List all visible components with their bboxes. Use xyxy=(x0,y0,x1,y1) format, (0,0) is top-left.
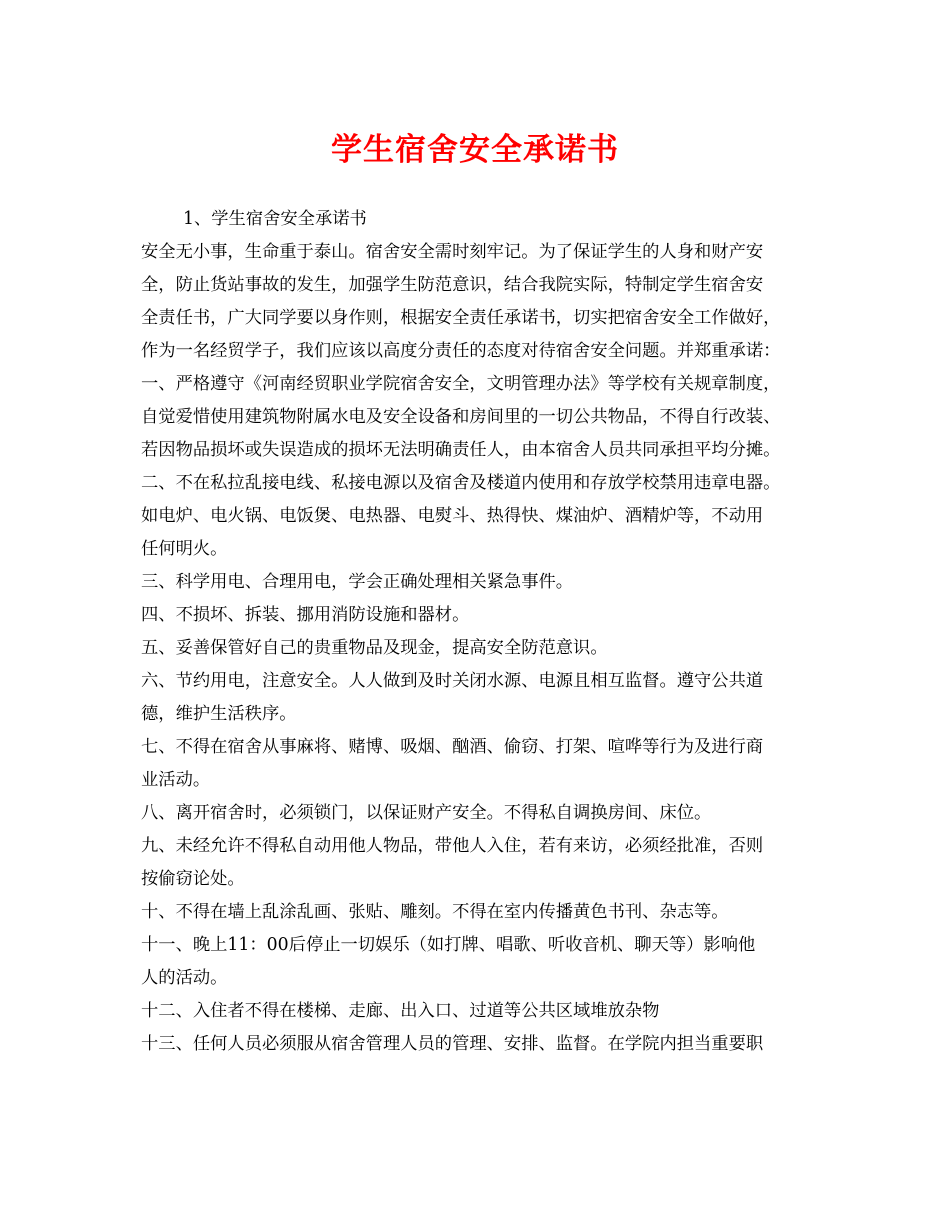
text-line: 十、不得在墙上乱涂乱画、张贴、雕刻。不得在室内传播黄色书刊、杂志等。 xyxy=(141,902,729,922)
document-body xyxy=(141,203,831,1061)
section-heading: 1、学生宿舍安全承诺书 xyxy=(183,209,367,229)
text-line: 若因物品损坏或失误造成的损坏无法明确责任人，由本宿舍人员共同承担平均分摊。 xyxy=(141,440,781,460)
text-line: 十二、入住者不得在楼梯、走廊、出入口、过道等公共区域堆放杂物 xyxy=(141,1001,660,1021)
text-line: 四、不损坏、拆装、挪用消防设施和器材。 xyxy=(141,605,470,625)
text-line: 九、未经允许不得私自动用他人物品，带他人入住，若有来访，必须经批准，否则 xyxy=(141,836,764,856)
text-line: 按偷窃论处。 xyxy=(141,869,245,889)
text-line: 自觉爱惜使用建筑物附属水电及安全设备和房间里的一切公共物品，不得自行改装、 xyxy=(141,407,781,427)
text-line: 全，防止货站事故的发生，加强学生防范意识，结合我院实际，特制定学生宿舍安 xyxy=(141,275,764,295)
text-line: 安全无小事，生命重于泰山。宿舍安全需时刻牢记。为了保证学生的人身和财产安 xyxy=(141,242,764,262)
text-line: 八、离开宿舍时，必须锁门，以保证财产安全。不得私自调换房间、床位。 xyxy=(141,803,712,823)
text-line: 德，维护生活秩序。 xyxy=(141,704,297,724)
text-line: 二、不在私拉乱接电线、私接电源以及宿舍及楼道内使用和存放学校禁用违章电器。 xyxy=(141,473,781,493)
text-line: 作为一名经贸学子，我们应该以高度分责任的态度对待宿舍安全问题。并郑重承诺： xyxy=(141,341,781,361)
text-line: 任何明火。 xyxy=(141,539,228,559)
text-line: 十三、任何人员必须服从宿舍管理人员的管理、安排、监督。在学院内担当重要职 xyxy=(141,1034,764,1054)
text-line: 全责任书，广大同学要以身作则，根据安全责任承诺书，切实把宿舍安全工作做好， xyxy=(141,308,781,328)
text-line: 人的活动。 xyxy=(141,968,228,988)
text-line: 一、严格遵守《河南经贸职业学院宿舍安全，文明管理办法》等学校有关规章制度， xyxy=(141,374,781,394)
text-line: 七、不得在宿舍从事麻将、赌博、吸烟、酗酒、偷窃、打架、喧哗等行为及进行商 xyxy=(141,737,764,757)
text-line: 十一、晚上11：00后停止一切娱乐（如打牌、唱歌、听收音机、聊天等）影响他 xyxy=(141,935,756,955)
text-line: 如电炉、电火锅、电饭煲、电热器、电熨斗、热得快、煤油炉、酒精炉等，不动用 xyxy=(141,506,764,526)
text-line: 五、妥善保管好自己的贵重物品及现金，提高安全防范意识。 xyxy=(141,638,608,658)
text-line: 业活动。 xyxy=(141,770,211,790)
text-line: 三、科学用电、合理用电，学会正确处理相关紧急事件。 xyxy=(141,572,574,592)
document-title: 学生宿舍安全承诺书 xyxy=(331,132,619,168)
text-line: 六、节约用电，注意安全。人人做到及时关闭水源、电源且相互监督。遵守公共道 xyxy=(141,671,764,691)
